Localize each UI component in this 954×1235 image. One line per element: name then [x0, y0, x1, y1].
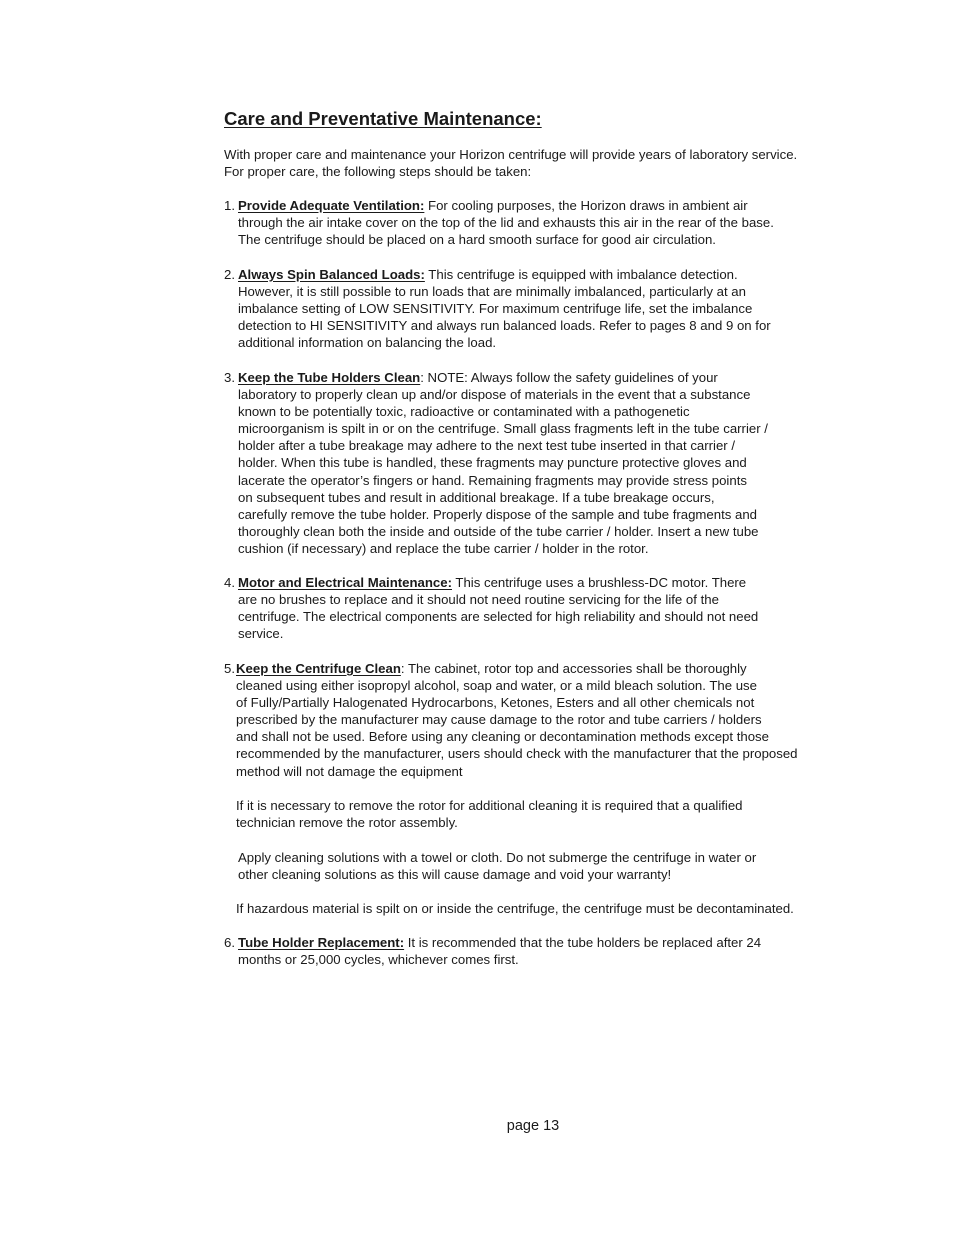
item-number: 3. — [224, 370, 235, 385]
item-label: Keep the Centrifuge Clean — [236, 661, 401, 676]
paragraph-line: technician remove the rotor assembly. — [236, 815, 458, 831]
item-label: Provide Adequate Ventilation: — [238, 198, 425, 213]
item-text: This centrifuge is equipped with imbalance detection. — [424, 267, 738, 282]
item-line: months or 25,000 cycles, whichever comes first. — [238, 952, 519, 968]
item-line: microorganism is spilt in or on the centrifuge. Small glass fragments left in the tube carrier / — [238, 421, 768, 437]
item-line: However, it is still possible to run loads that are minimally imbalanced, particularly at an — [238, 284, 746, 300]
item-label: Always Spin Balanced Loads: — [238, 267, 425, 282]
item-text: It is recommended that the tube holders be replaced after 24 — [404, 935, 762, 950]
item-line: centrifuge. The electrical components are selected for high reliability and should not need — [238, 609, 759, 625]
section-heading: Care and Preventative Maintenance: — [224, 108, 542, 129]
item-text: This centrifuge uses a brushless-DC motor. There — [451, 575, 747, 590]
item-number: 5. — [224, 661, 235, 676]
item-line: holder after a tube breakage may adhere to the next test tube inserted in that carrier / — [238, 438, 736, 454]
item-number: 1. — [224, 198, 235, 213]
item-number: 2. — [224, 267, 235, 282]
item-line: through the air intake cover on the top of the lid and exhausts this air in the rear of the base. — [238, 215, 774, 231]
item-line: of Fully/Partially Halogenated Hydrocarbons, Ketones, Esters and all other chemicals not — [236, 695, 755, 711]
paragraph-line: If it is necessary to remove the rotor for additional cleaning it is required that a qualified — [236, 798, 743, 813]
item-line: known to be potentially toxic, radioactive or contaminated with a pathogenetic — [238, 404, 690, 420]
item-line: lacerate the operator’s fingers or hand. Remaining fragments may provide stress points — [238, 472, 747, 488]
item-line: service. — [238, 626, 284, 642]
item-line: laboratory to properly clean up and/or dispose of materials in the event that a substance — [238, 387, 751, 403]
list-item-ventilation — [224, 197, 774, 248]
item-line: on subsequent tubes and result in additional breakage. If a tube breakage occurs, — [238, 489, 715, 505]
item-line: additional information on balancing the load. — [238, 335, 497, 351]
item-text: : The cabinet, rotor top and accessories shall be thoroughly — [400, 661, 747, 676]
item-number: 4. — [224, 575, 235, 590]
item-line: are no brushes to replace and it should not need routine servicing for the life of the — [238, 592, 719, 608]
paragraph-line: other cleaning solutions as this will cause damage and void your warranty! — [238, 867, 672, 883]
rotor-removal-paragraph — [236, 797, 743, 831]
item-line: prescribed by the manufacturer may cause damage to the rotor and tube carriers / holders — [236, 712, 762, 728]
list-item-tube-holders-clean — [224, 369, 768, 557]
paragraph-line: If hazardous material is spilt on or inside the centrifuge, the centrifuge must be decontaminated. — [236, 901, 794, 916]
item-line: carefully remove the tube holder. Properly dispose of the sample and tube fragments and — [238, 506, 758, 522]
list-item-balanced-loads — [224, 266, 771, 351]
item-line: recommended by the manufacturer, users should check with the manufacturer that the proposed — [236, 746, 798, 762]
item-label: Tube Holder Replacement: — [238, 935, 405, 950]
intro-line: For proper care, the following steps should be taken: — [224, 164, 532, 180]
list-item-tube-holder-replacement — [224, 934, 761, 968]
item-line: detection to HI SENSITIVITY and always run balanced loads. Refer to pages 8 and 9 on for — [238, 318, 771, 334]
item-number: 6. — [224, 935, 235, 950]
intro-line: With proper care and maintenance your Horizon centrifuge will provide years of laboratory service. — [224, 147, 798, 162]
hazardous-material-paragraph — [236, 900, 794, 917]
item-label: Keep the Tube Holders Clean — [238, 370, 421, 385]
item-line: holder. When this tube is handled, these fragments may puncture protective gloves and — [238, 455, 747, 471]
item-text: : NOTE: Always follow the safety guidelines of your — [420, 370, 718, 385]
list-item-motor-electrical — [224, 574, 758, 642]
list-item-centrifuge-clean — [224, 660, 798, 780]
item-line: thoroughly clean both the inside and outside of the tube carrier / holder. Insert a new tube — [238, 523, 759, 539]
item-line: cleaned using either isopropyl alcohol, soap and water, or a mild bleach solution. The use — [236, 678, 757, 694]
item-text: For cooling purposes, the Horizon draws in ambient air — [424, 198, 748, 213]
item-line: imbalance setting of LOW SENSITIVITY. For maximum centrifuge life, set the imbalance — [238, 301, 753, 317]
item-line: and shall not be used. Before using any cleaning or decontamination methods except those — [236, 729, 769, 745]
item-line: The centrifuge should be placed on a hard smooth surface for good air circulation. — [238, 232, 716, 248]
item-label: Motor and Electrical Maintenance: — [238, 575, 452, 590]
item-line: method will not damage the equipment — [236, 763, 463, 779]
paragraph-line: Apply cleaning solutions with a towel or cloth. Do not submerge the centrifuge in water or — [238, 850, 757, 865]
intro-paragraph — [224, 146, 797, 180]
page-number: page 13 — [506, 1118, 560, 1134]
cleaning-solutions-paragraph — [238, 849, 756, 883]
item-line: cushion (if necessary) and replace the tube carrier / holder in the rotor. — [238, 540, 649, 556]
